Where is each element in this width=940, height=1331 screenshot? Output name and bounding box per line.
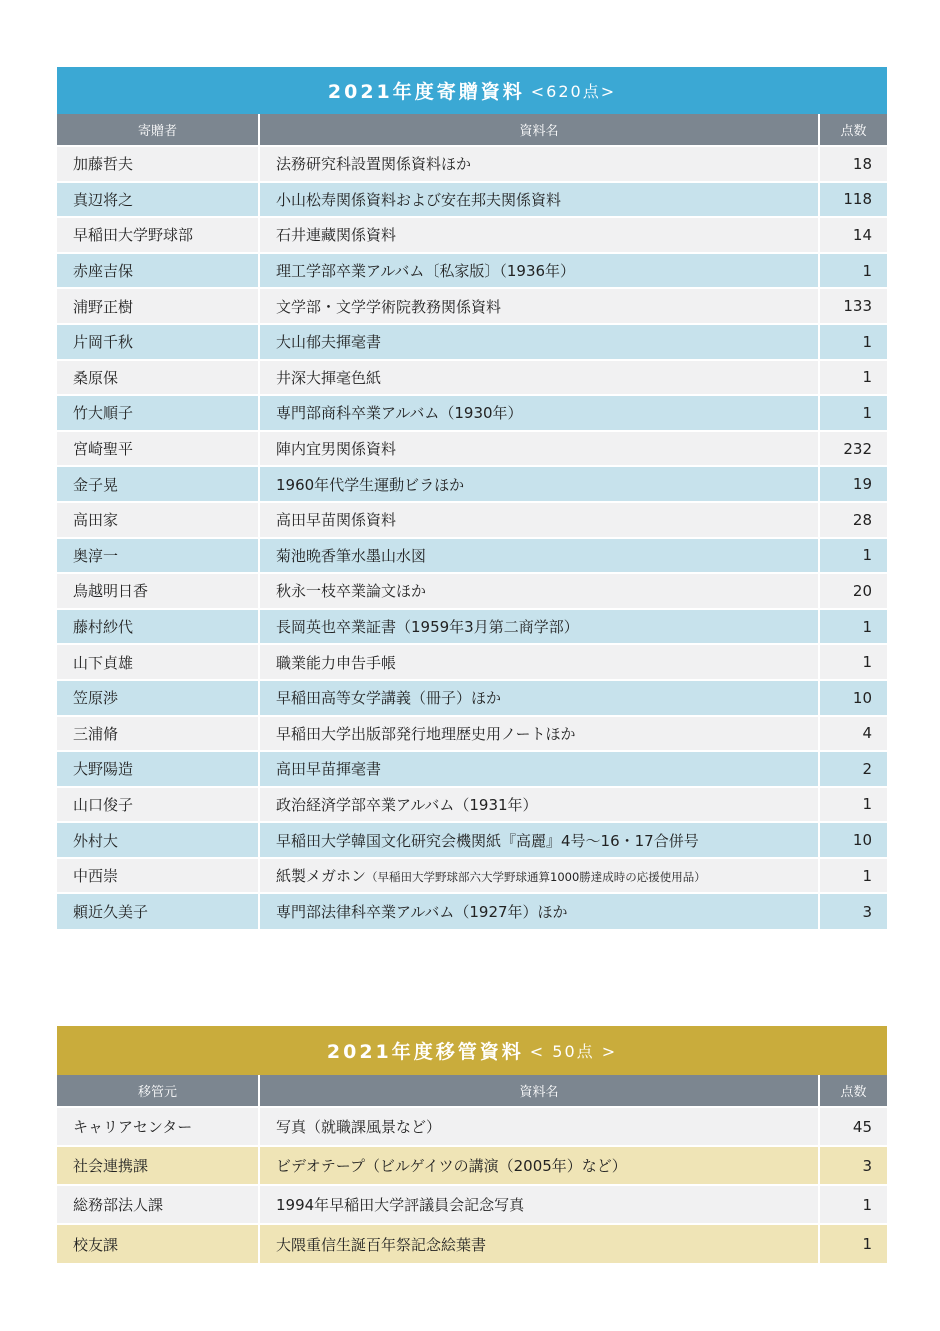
item-name: 菊池晩香筆水墨山水図 [276,546,427,565]
table-row [57,182,887,218]
table-row [57,538,887,574]
item-name: 専門部法律科卒業アルバム（1927年）ほか [276,903,568,922]
qty-cell: 14 [819,217,887,253]
item-cell: 写真（就職課風景など） [259,1107,819,1146]
item-cell [259,395,819,431]
table-row [57,466,887,502]
table-row [57,609,887,645]
item-cell [259,716,819,752]
qty-cell: 3 [819,893,887,929]
transfer-count: < 50点 > [529,1042,618,1061]
item-name: 1960年代学生運動ビラほか [276,475,465,494]
donor-cell: 奥淳一 [57,538,259,574]
item-cell [259,253,819,289]
item-cell [259,360,819,396]
transfer-title: 2021年度移管資料 [326,1041,524,1063]
qty-cell: 10 [819,680,887,716]
donor-cell: 大野陽造 [57,751,259,787]
donor-cell: 高田家 [57,502,259,538]
item-cell [259,502,819,538]
qty-cell: 28 [819,502,887,538]
item-cell [259,893,819,929]
qty-cell: 1 [819,395,887,431]
item-name: 文学部・文学学術院教務関係資料 [276,297,502,316]
item-name: 早稲田大学韓国文化研究会機関紙『高麗』4号〜16・17合併号 [276,831,699,850]
item-name: 高田早苗関係資料 [276,511,397,530]
item-name: 大山郁夫揮毫書 [276,333,382,352]
table-row [57,1107,887,1146]
item-cell: ビデオテープ（ビルゲイツの講演（2005年）など） [259,1146,819,1185]
donation-count: <620点> [530,82,617,101]
item-name: 小山松寿関係資料および安在邦夫関係資料 [276,190,562,209]
table-row [57,502,887,538]
item-cell [259,324,819,360]
donor-cell: 鳥越明日香 [57,573,259,609]
qty-cell: 1 [819,324,887,360]
item-name: 石井連藏関係資料 [276,226,397,245]
item-name: 秋永一枝卒業論文ほか [276,582,427,601]
source-cell: 社会連携課 [57,1146,259,1185]
item-name: 早稲田高等女学講義（冊子）ほか [276,689,502,708]
table-row [57,858,887,894]
donor-cell: 桑原保 [57,360,259,396]
donor-cell: 金子晃 [57,466,259,502]
item-name: 政治経済学部卒業アルバム（1931年） [276,795,538,814]
qty-cell: 1 [819,253,887,289]
table-row [57,1146,887,1185]
item-name: 専門部商科卒業アルバム（1930年） [276,404,523,423]
item-cell [259,288,819,324]
qty-cell: 10 [819,822,887,858]
item-cell [259,644,819,680]
table-row [57,395,887,431]
source-cell: 校友課 [57,1224,259,1263]
header-source: 移管元 [57,1075,259,1107]
donation-header-row [57,114,887,146]
donor-cell: 三浦脩 [57,716,259,752]
item-cell [259,217,819,253]
qty-cell: 1 [819,858,887,894]
qty-cell: 20 [819,573,887,609]
transfer-title-bar [57,1026,887,1075]
item-name: 長岡英也卒業証書（1959年3月第二商学部） [276,618,579,637]
item-name: 井深大揮毫色紙 [276,368,382,387]
table-row [57,822,887,858]
donor-cell: 加藤哲夫 [57,146,259,182]
donor-cell: 外村大 [57,822,259,858]
donor-cell: 早稲田大学野球部 [57,217,259,253]
donation-section [57,67,887,929]
item-name: 職業能力申告手帳 [276,653,397,672]
qty-cell: 3 [819,1146,887,1185]
table-row [57,288,887,324]
qty-cell: 118 [819,182,887,218]
donor-cell: 笠原渉 [57,680,259,716]
donation-table [57,114,887,929]
donor-cell: 浦野正樹 [57,288,259,324]
qty-cell: 4 [819,716,887,752]
item-cell [259,431,819,467]
item-name: 理工学部卒業アルバム〔私家版〕（1936年） [276,262,576,281]
donor-cell: 真辺将之 [57,182,259,218]
donor-cell: 藤村紗代 [57,609,259,645]
table-row [57,324,887,360]
item-name: 早稲田大学出版部発行地理歴史用ノートほか [276,724,576,743]
item-cell [259,538,819,574]
item-cell [259,751,819,787]
qty-cell: 1 [819,644,887,680]
item-name: 紙製メガホン [276,867,367,886]
item-cell [259,858,819,894]
table-row [57,146,887,182]
qty-cell: 1 [819,538,887,574]
table-row [57,573,887,609]
source-cell: キャリアセンター [57,1107,259,1146]
item-cell [259,822,819,858]
item-name: 陣内宜男関係資料 [276,440,397,459]
transfer-section [57,1026,887,1263]
item-cell: 1994年早稲田大学評議員会記念写真 [259,1185,819,1224]
qty-cell: 45 [819,1107,887,1146]
item-cell [259,573,819,609]
qty-cell: 232 [819,431,887,467]
item-cell [259,182,819,218]
item-note: （早稲田大学野球部六大学野球通算1000勝達成時の応援使用品） [366,870,706,885]
table-row [57,431,887,467]
qty-cell: 1 [819,609,887,645]
table-row [57,253,887,289]
donor-cell: 中西崇 [57,858,259,894]
table-row [57,751,887,787]
item-cell [259,680,819,716]
table-row [57,644,887,680]
qty-cell: 19 [819,466,887,502]
donor-cell: 頼近久美子 [57,893,259,929]
table-row [57,360,887,396]
donation-title: 2021年度寄贈資料 [327,81,525,103]
table-row [57,217,887,253]
donor-cell: 山下貞雄 [57,644,259,680]
qty-cell: 2 [819,751,887,787]
donor-cell: 山口俊子 [57,787,259,823]
item-name: 法務研究科設置関係資料ほか [276,155,472,174]
table-row [57,787,887,823]
qty-cell: 133 [819,288,887,324]
item-cell [259,466,819,502]
item-name: 高田早苗揮毫書 [276,760,382,779]
table-row [57,1224,887,1263]
table-row [57,893,887,929]
donor-cell: 片岡千秋 [57,324,259,360]
donor-cell: 宮崎聖平 [57,431,259,467]
transfer-table [57,1075,887,1263]
table-row [57,680,887,716]
qty-cell: 1 [819,1185,887,1224]
item-cell [259,146,819,182]
header-donor: 寄贈者 [57,114,259,146]
transfer-header-row [57,1075,887,1107]
header-item: 資料名 [259,114,819,146]
source-cell: 総務部法人課 [57,1185,259,1224]
qty-cell: 1 [819,787,887,823]
qty-cell: 1 [819,360,887,396]
table-row [57,1185,887,1224]
qty-cell: 1 [819,1224,887,1263]
header-item: 資料名 [259,1075,819,1107]
donor-cell: 赤座吉保 [57,253,259,289]
table-row [57,716,887,752]
header-qty: 点数 [819,114,887,146]
item-cell: 大隈重信生誕百年祭記念絵葉書 [259,1224,819,1263]
qty-cell: 18 [819,146,887,182]
donation-title-bar [57,67,887,114]
donor-cell: 竹大順子 [57,395,259,431]
item-cell [259,609,819,645]
header-qty: 点数 [819,1075,887,1107]
item-cell [259,787,819,823]
